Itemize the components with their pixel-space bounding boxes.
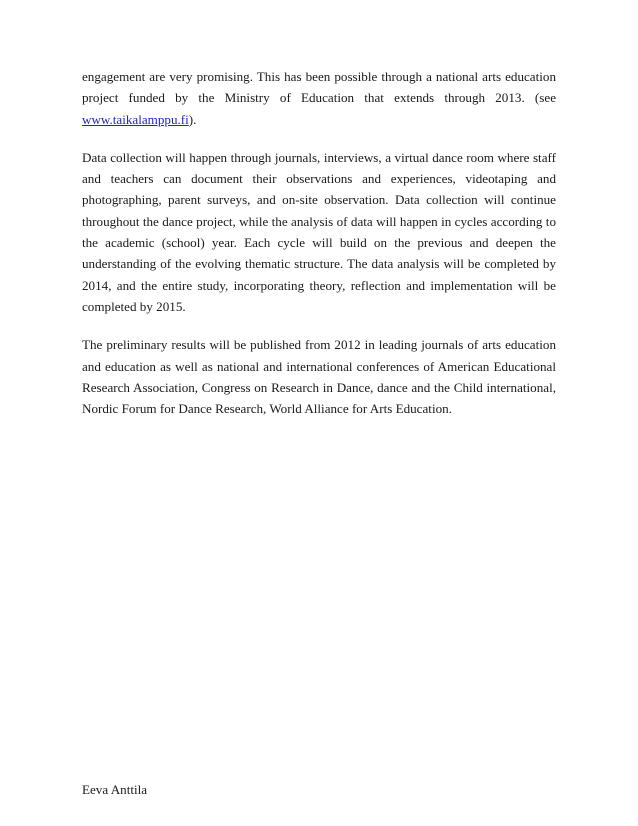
taikalamppu-link[interactable]: www.taikalamppu.fi — [82, 111, 189, 127]
paragraph-funding-text: engagement are very promising. This has been possible through a national arts education project funded by the Ministry of Education that extends through 2013. (see — [82, 69, 556, 106]
footer-author: Eeva Anttila — [82, 782, 148, 797]
paragraph-funding-tail: ). — [188, 111, 197, 127]
document-body — [82, 66, 556, 419]
paragraph-funding — [82, 66, 556, 130]
paragraph-preliminary-results: The preliminary results will be published from 2012 in leading journals of arts education and education as well as national and international conferences of American Educational Research Association, Congress on Research in Dance, dance and the Child international, Nordic Forum for Dance Research, World Alliance for Arts Education. — [82, 337, 556, 417]
paragraph-data-collection: Data collection will happen through journals, interviews, a virtual dance room where staff and teachers can document their observations and experiences, videotaping and photographing, parent surveys, and on-site observation. Data collection will continue throughout the dance project, while the analysis of data will happen in cycles according to the academic (school) year. Each cycle will build on the previous and deepen the understanding of the evolving thematic structure. The data analysis will be completed by 2014, and the entire study, incorporating theory, reflection and implementation will be completed by 2015. — [82, 149, 556, 314]
